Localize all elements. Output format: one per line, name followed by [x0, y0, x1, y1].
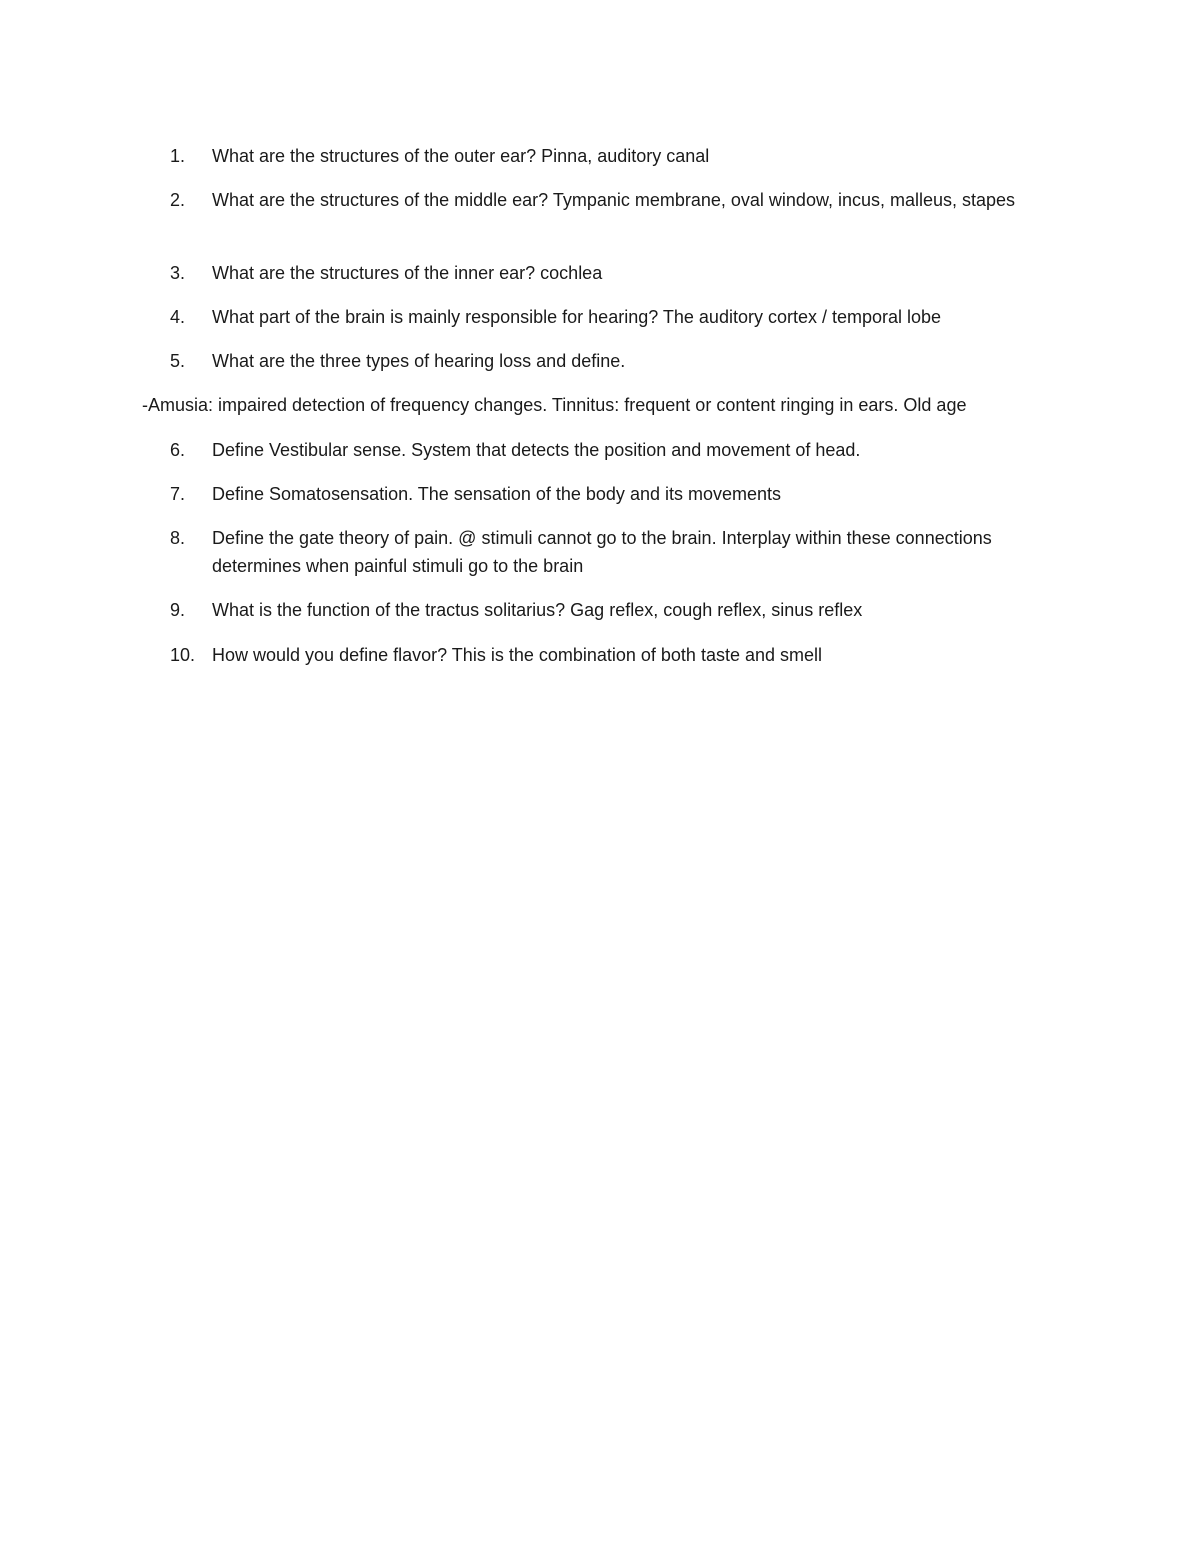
item-text: What are the structures of the inner ear? cochlea — [212, 263, 603, 283]
item-text: What are the three types of hearing loss and define. — [212, 351, 626, 371]
item-number: 3. — [170, 263, 186, 283]
answer-line: -Amusia: impaired detection of frequency changes. Tinnitus: frequent or content ringing in ears. Old age — [142, 395, 967, 415]
item-number: 4. — [170, 307, 186, 327]
item-number: 1. — [170, 146, 186, 166]
item-number: 2. — [170, 190, 186, 210]
item-number: 8. — [170, 528, 186, 548]
item-number: 10. — [170, 645, 196, 665]
item-text: Define Somatosensation. The sensation of the body and its movements — [212, 484, 782, 504]
list-item — [170, 524, 1050, 580]
list-item — [170, 303, 1050, 331]
list-item — [170, 186, 1050, 214]
list-item — [170, 142, 1050, 170]
item-text: How would you define flavor? This is the combination of both taste and smell — [212, 645, 823, 665]
item-text: What are the structures of the outer ear? Pinna, auditory canal — [212, 146, 710, 166]
list-item — [170, 480, 1050, 508]
item-text: Define the gate theory of pain. @ stimuli cannot go to the brain. Interplay within these connections determines when painful stimuli go to the brain — [212, 528, 992, 576]
list-item — [170, 596, 1050, 624]
item-number: 6. — [170, 440, 186, 460]
item-text: Define Vestibular sense. System that detects the position and movement of head. — [212, 440, 861, 460]
item-text: What are the structures of the middle ear? Tympanic membrane, oval window, incus, malleus, stapes — [212, 190, 1016, 210]
item-number: 9. — [170, 600, 186, 620]
list-item — [170, 259, 1050, 287]
list-item — [170, 641, 1050, 669]
item-number: 5. — [170, 351, 186, 371]
item-number: 7. — [170, 484, 186, 504]
list-item — [170, 347, 1050, 375]
item-text: What part of the brain is mainly responsible for hearing? The auditory cortex / temporal lobe — [212, 307, 942, 327]
list-item — [170, 436, 1050, 464]
item-text: What is the function of the tractus solitarius? Gag reflex, cough reflex, sinus reflex — [212, 600, 863, 620]
